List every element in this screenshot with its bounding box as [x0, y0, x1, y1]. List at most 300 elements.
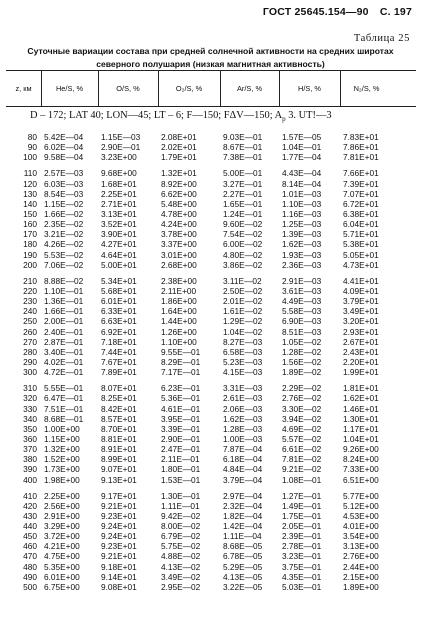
value-cell: 4.78E+00 [161, 208, 197, 219]
value-cell: 4.84E—04 [223, 464, 263, 475]
value-cell: 8.99E+01 [101, 454, 137, 465]
value-cell: 5.57E—02 [282, 433, 322, 444]
value-cell: 8.00E—02 [161, 521, 201, 532]
value-cell: 4.73E+01 [343, 259, 379, 270]
value-cell: 7.51E—01 [44, 403, 84, 414]
value-cell: 7.54E—02 [223, 229, 263, 240]
value-cell: 8.25E+01 [101, 393, 137, 404]
value-cell: 4.43E—04 [282, 168, 322, 179]
value-cell: 1.62E—03 [282, 239, 322, 250]
table-row [6, 491, 416, 501]
value-cell: 1.44E+00 [161, 316, 197, 327]
value-cell: 1.62E—03 [223, 413, 263, 424]
value-cell: 4.21E+00 [44, 541, 80, 552]
value-cell: 8.91E+01 [101, 444, 137, 455]
altitude-cell: 220 [23, 285, 37, 296]
value-cell: 3.49E—02 [161, 571, 201, 582]
altitude-cell: 100 [23, 152, 37, 163]
table-row [6, 132, 416, 142]
value-cell: 1.29E—02 [223, 316, 263, 327]
value-cell: 4.26E—02 [44, 239, 84, 250]
value-cell: 1.75E—01 [282, 510, 322, 521]
value-cell: 1.25E—03 [282, 219, 322, 230]
value-cell: 2.76E—02 [282, 393, 322, 404]
value-cell: 6.63E+01 [101, 316, 137, 327]
value-cell: 5.71E+01 [343, 229, 379, 240]
value-cell: 1.39E—03 [282, 229, 322, 240]
altitude-cell: 420 [23, 500, 37, 511]
table-row [6, 393, 416, 403]
table-row [6, 562, 416, 572]
column-divider [41, 70, 42, 106]
column-header: z, км [15, 83, 32, 93]
table-row [6, 327, 416, 337]
altitude-cell: 180 [23, 239, 37, 250]
value-cell: 1.00E+00 [44, 423, 80, 434]
value-cell: 1.30E—01 [161, 490, 201, 501]
altitude-cell: 270 [23, 336, 37, 347]
table-row [6, 142, 416, 152]
table-row [6, 444, 416, 454]
value-cell: 1.53E—01 [161, 474, 201, 485]
value-cell: 7.67E+01 [101, 356, 137, 367]
value-cell: 1.77E—04 [282, 152, 322, 163]
altitude-cell: 280 [23, 346, 37, 357]
value-cell: 5.00E+01 [101, 259, 137, 270]
row-group [6, 491, 416, 592]
value-cell: 4.09E+01 [343, 285, 379, 296]
value-cell: 7.87E—04 [223, 444, 263, 455]
column-divider [98, 70, 99, 106]
value-cell: 2.91E+00 [44, 510, 80, 521]
table-row [6, 367, 416, 377]
value-cell: 7.07E+01 [343, 188, 379, 199]
value-cell: 1.57E—05 [282, 132, 322, 142]
value-cell: 7.39E+01 [343, 178, 379, 189]
value-cell: 2.61E—03 [223, 393, 263, 404]
value-cell: 1.32E+01 [161, 168, 197, 179]
altitude-cell: 150 [23, 208, 37, 219]
value-cell: 2.87E—01 [44, 336, 84, 347]
altitude-cell: 140 [23, 198, 37, 209]
value-cell: 1.16E—03 [282, 208, 322, 219]
value-cell: 6.01E+01 [101, 296, 137, 307]
table-row [6, 276, 416, 286]
value-cell: 5.75E—02 [161, 541, 201, 552]
value-cell: 5.05E+01 [343, 249, 379, 260]
value-cell: 1.42E—04 [223, 521, 263, 532]
value-cell: 4.01E+00 [343, 521, 379, 532]
value-cell: 2.01E—02 [223, 296, 263, 307]
value-cell: 1.80E—01 [161, 464, 201, 475]
table-row [6, 501, 416, 511]
value-cell: 1.05E—02 [282, 336, 322, 347]
altitude-cell: 410 [23, 490, 37, 501]
value-cell: 9.21E+01 [101, 551, 137, 562]
column-divider [158, 70, 159, 106]
conditions-text: D – 172; LAT 40; LON—45; LT – 6; F—150; FΔV—150; A [30, 110, 283, 121]
value-cell: 1.10E+00 [161, 336, 197, 347]
value-cell: 5.00E—01 [223, 168, 263, 179]
value-cell: 3.29E+00 [44, 521, 80, 532]
value-cell: 7.38E—01 [223, 152, 263, 163]
value-cell: 6.51E+00 [343, 474, 379, 485]
value-cell: 5.34E+01 [101, 275, 137, 286]
table-row [6, 209, 416, 219]
value-cell: 1.52E+00 [44, 454, 80, 465]
value-cell: 2.95E—02 [161, 581, 201, 592]
value-cell: 1.30E+01 [343, 413, 379, 424]
model-conditions [30, 110, 410, 123]
value-cell: 3.23E+00 [101, 152, 137, 163]
value-cell: 9.42E—02 [161, 510, 201, 521]
value-cell: 1.89E+00 [343, 581, 379, 592]
value-cell: 3.13E+00 [343, 541, 379, 552]
value-cell: 4.02E—01 [44, 356, 84, 367]
value-cell: 6.04E+01 [343, 219, 379, 230]
value-cell: 1.49E—01 [282, 500, 322, 511]
altitude-cell: 110 [23, 168, 37, 179]
page-number: С. 197 [379, 6, 412, 18]
value-cell: 3.52E+01 [101, 219, 137, 230]
value-cell: 7.17E—01 [161, 367, 201, 378]
altitude-cell: 130 [23, 188, 37, 199]
value-cell: 2.25E+01 [101, 188, 137, 199]
value-cell: 7.89E+01 [101, 367, 137, 378]
value-cell: 7.86E+01 [343, 142, 379, 153]
table-row [6, 260, 416, 270]
value-cell: 1.26E+00 [161, 326, 197, 337]
value-cell: 8.07E+01 [101, 383, 137, 394]
value-cell: 1.32E+00 [44, 444, 80, 455]
value-cell: 5.58E—03 [282, 306, 322, 317]
value-cell: 5.68E+01 [101, 285, 137, 296]
value-cell: 5.38E+01 [343, 239, 379, 250]
value-cell: 2.25E+00 [44, 490, 80, 501]
value-cell: 7.06E—02 [44, 259, 84, 270]
value-cell: 9.24E+01 [101, 531, 137, 542]
value-cell: 2.78E—01 [282, 541, 322, 552]
value-cell: 2.20E+01 [343, 356, 379, 367]
value-cell: 1.82E—04 [223, 510, 263, 521]
value-cell: 9.14E+01 [101, 571, 137, 582]
value-cell: 2.47E—01 [161, 444, 201, 455]
altitude-cell: 260 [23, 326, 37, 337]
value-cell: 1.10E—01 [44, 285, 84, 296]
value-cell: 6.72E+01 [343, 198, 379, 209]
value-cell: 2.39E—01 [282, 531, 322, 542]
column-divider [279, 70, 280, 106]
value-cell: 5.48E+00 [161, 198, 197, 209]
value-cell: 3.11E—02 [223, 275, 262, 286]
value-cell: 2.27E—01 [223, 188, 263, 199]
value-cell: 2.76E+00 [343, 551, 379, 562]
value-cell: 9.55E—01 [161, 346, 201, 357]
value-cell: 3.75E—01 [282, 561, 322, 572]
value-cell: 4.35E—01 [282, 571, 322, 582]
value-cell: 1.66E—02 [44, 208, 84, 219]
value-cell: 1.56E—02 [282, 356, 322, 367]
value-cell: 8.92E+00 [161, 178, 197, 189]
value-cell: 4.69E—02 [282, 423, 322, 434]
value-cell: 6.00E—02 [223, 239, 263, 250]
value-cell: 3.79E—04 [223, 474, 263, 485]
column-header: H/S, % [298, 83, 321, 93]
value-cell: 5.03E—01 [282, 581, 322, 592]
value-cell: 5.77E+00 [343, 490, 379, 501]
column-divider [340, 70, 341, 106]
altitude-cell: 190 [23, 249, 37, 260]
value-cell: 1.64E+00 [161, 306, 197, 317]
value-cell: 8.54E—03 [44, 188, 84, 199]
altitude-cell: 360 [23, 433, 37, 444]
value-cell: 2.08E+01 [161, 132, 197, 142]
value-cell: 9.58E—04 [44, 152, 84, 163]
value-cell: 3.79E+01 [343, 296, 379, 307]
value-cell: 1.11E—01 [161, 500, 200, 511]
value-cell: 4.15E—03 [223, 367, 263, 378]
table-row [6, 551, 416, 561]
table-label: Таблица 25 [353, 33, 410, 44]
value-cell: 4.24E+00 [161, 219, 197, 230]
column-header: He/S, % [55, 83, 84, 93]
value-cell: 3.23E—01 [282, 551, 322, 562]
table-row [6, 179, 416, 189]
value-cell: 9.24E+01 [101, 521, 137, 532]
value-cell: 6.03E—03 [44, 178, 84, 189]
value-cell: 6.47E—01 [44, 393, 84, 404]
value-cell: 1.28E—02 [282, 346, 322, 357]
altitude-cell: 440 [23, 521, 37, 532]
value-cell: 1.00E—03 [223, 433, 263, 444]
value-cell: 2.40E—01 [44, 326, 84, 337]
altitude-cell: 290 [23, 356, 37, 367]
value-cell: 9.17E+01 [101, 490, 137, 501]
value-cell: 8.42E+01 [101, 403, 137, 414]
value-cell: 7.66E+01 [343, 168, 379, 179]
value-cell: 3.78E+00 [161, 229, 197, 240]
value-cell: 3.49E+01 [343, 306, 379, 317]
standard-number: ГОСТ 25645.154—90 [262, 6, 369, 18]
value-cell: 3.39E—01 [161, 423, 201, 434]
value-cell: 1.10E—03 [282, 198, 322, 209]
value-cell: 1.68E+01 [101, 178, 137, 189]
table-row [6, 541, 416, 551]
value-cell: 4.13E—05 [223, 571, 263, 582]
column-header-row [6, 76, 416, 100]
altitude-cell: 310 [23, 383, 37, 394]
value-cell: 1.04E+01 [343, 433, 379, 444]
table-row [6, 306, 416, 316]
value-cell: 3.86E—02 [223, 259, 263, 270]
value-cell: 3.21E—02 [44, 229, 84, 240]
table-row [6, 404, 416, 414]
value-cell: 1.66E—01 [44, 306, 84, 317]
header-bottom-rule [6, 106, 416, 107]
value-cell: 7.81E—02 [282, 454, 322, 465]
value-cell: 9.26E+00 [343, 444, 379, 455]
value-cell: 2.97E—04 [223, 490, 263, 501]
table-row [6, 189, 416, 199]
altitude-cell: 300 [23, 367, 37, 378]
value-cell: 1.86E+00 [161, 296, 197, 307]
value-cell: 5.42E—04 [44, 132, 84, 142]
value-cell: 4.53E+00 [343, 510, 379, 521]
value-cell: 6.58E—03 [223, 346, 263, 357]
value-cell: 5.53E—02 [44, 249, 84, 260]
value-cell: 1.28E—03 [223, 423, 263, 434]
altitude-cell: 90 [27, 142, 37, 153]
value-cell: 8.51E—03 [282, 326, 322, 337]
value-cell: 3.40E—01 [44, 346, 84, 357]
value-cell: 2.38E+00 [161, 275, 197, 286]
value-cell: 7.33E+00 [343, 464, 379, 475]
table-row [6, 286, 416, 296]
value-cell: 1.73E+00 [44, 464, 80, 475]
value-cell: 6.75E+00 [44, 581, 80, 592]
value-cell: 2.93E+01 [343, 326, 379, 337]
value-cell: 1.46E+01 [343, 403, 379, 414]
column-divider [220, 70, 221, 106]
value-cell: 9.21E—02 [282, 464, 322, 475]
value-cell: 5.55E—01 [44, 383, 84, 394]
value-cell: 8.67E—01 [223, 142, 263, 153]
value-cell: 1.04E—01 [282, 142, 322, 153]
value-cell: 6.90E—03 [282, 316, 322, 327]
altitude-cell: 120 [23, 178, 37, 189]
value-cell: 9.08E+01 [101, 581, 137, 592]
row-group [6, 383, 416, 484]
table-row [6, 582, 416, 592]
value-cell: 9.23E+01 [101, 510, 137, 521]
value-cell: 5.29E—05 [223, 561, 263, 572]
table-row [6, 454, 416, 464]
table-row [6, 229, 416, 239]
altitude-cell: 350 [23, 423, 37, 434]
altitude-cell: 160 [23, 219, 37, 230]
value-cell: 6.79E—02 [161, 531, 201, 542]
value-cell: 2.00E—01 [44, 316, 84, 327]
altitude-cell: 430 [23, 510, 37, 521]
row-group [6, 132, 416, 162]
value-cell: 6.38E+01 [343, 208, 379, 219]
value-cell: 6.78E—05 [223, 551, 263, 562]
table-row [6, 521, 416, 531]
table-row [6, 383, 416, 393]
value-cell: 1.04E—02 [223, 326, 263, 337]
value-cell: 3.20E+01 [343, 316, 379, 327]
altitude-cell: 170 [23, 229, 37, 240]
value-cell: 1.61E—02 [223, 306, 263, 317]
value-cell: 1.27E—01 [282, 490, 322, 501]
value-cell: 6.61E—02 [282, 444, 322, 455]
value-cell: 6.62E+00 [161, 188, 197, 199]
altitude-cell: 250 [23, 316, 37, 327]
value-cell: 2.57E—03 [44, 168, 84, 179]
value-cell: 2.68E+00 [161, 259, 197, 270]
value-cell: 4.41E+01 [343, 275, 379, 286]
value-cell: 4.13E—02 [161, 561, 201, 572]
altitude-cell: 230 [23, 296, 37, 307]
table-row [6, 572, 416, 582]
value-cell: 3.72E+00 [44, 531, 80, 542]
value-cell: 2.02E+01 [161, 142, 197, 153]
altitude-cell: 500 [23, 581, 37, 592]
value-cell: 9.13E+01 [101, 474, 137, 485]
value-cell: 1.98E+00 [44, 474, 80, 485]
column-header: O/S, % [116, 83, 140, 93]
value-cell: 3.31E—03 [223, 383, 263, 394]
conditions-suffix: 3. UT!—3 [285, 110, 332, 121]
value-cell: 2.50E—02 [223, 285, 263, 296]
table-row [6, 475, 416, 485]
table-row [6, 250, 416, 260]
value-cell: 9.23E+01 [101, 541, 137, 552]
table-row [6, 296, 416, 306]
value-cell: 1.89E—02 [282, 367, 322, 378]
value-cell: 8.88E—02 [44, 275, 84, 286]
value-cell: 4.61E—01 [161, 403, 201, 414]
value-cell: 2.05E—01 [282, 521, 322, 532]
value-cell: 3.94E—02 [282, 413, 322, 424]
header-top-rule [6, 70, 416, 71]
table-row [6, 337, 416, 347]
value-cell: 8.24E+00 [343, 454, 379, 465]
row-group [6, 168, 416, 269]
table-row [6, 239, 416, 249]
value-cell: 2.29E—02 [282, 383, 322, 394]
value-cell: 3.27E—01 [223, 178, 263, 189]
value-cell: 1.24E—01 [223, 208, 263, 219]
value-cell: 3.90E+01 [101, 229, 137, 240]
value-cell: 1.79E+01 [161, 152, 197, 163]
value-cell: 1.81E+01 [343, 383, 379, 394]
value-cell: 1.08E—01 [282, 474, 322, 485]
value-cell: 3.30E—02 [282, 403, 322, 414]
value-cell: 4.64E+01 [101, 249, 137, 260]
value-cell: 1.15E—03 [101, 132, 141, 142]
altitude-cell: 80 [27, 132, 37, 142]
value-cell: 3.22E—05 [223, 581, 263, 592]
value-cell: 9.21E+01 [101, 500, 137, 511]
conditions-subscript: p [282, 115, 286, 124]
table-caption: Суточные вариации состава при средней солнечной активности на средних широтах северного полушария (низкая магнитная активность) [27, 46, 394, 69]
value-cell: 4.72E—01 [44, 367, 84, 378]
table-row [6, 531, 416, 541]
value-cell: 5.23E—03 [223, 356, 263, 367]
value-cell: 6.92E+01 [101, 326, 137, 337]
table-row [6, 511, 416, 521]
value-cell: 2.11E+00 [161, 285, 197, 296]
value-cell: 2.56E+00 [44, 500, 80, 511]
value-cell: 1.93E—03 [282, 249, 322, 260]
table-body [6, 132, 416, 598]
table-row [6, 316, 416, 326]
value-cell: 1.65E—01 [223, 198, 263, 209]
table-row [6, 199, 416, 209]
altitude-cell: 200 [23, 259, 37, 270]
altitude-cell: 490 [23, 571, 37, 582]
value-cell: 7.81E+01 [343, 152, 379, 163]
value-cell: 8.70E+01 [101, 423, 137, 434]
value-cell: 9.60E—02 [223, 219, 263, 230]
altitude-cell: 210 [23, 275, 37, 286]
value-cell: 8.14E—04 [282, 178, 322, 189]
altitude-cell: 330 [23, 403, 37, 414]
column-header: Ar/S, % [236, 83, 263, 93]
value-cell: 9.68E+00 [101, 168, 137, 179]
altitude-cell: 390 [23, 464, 37, 475]
